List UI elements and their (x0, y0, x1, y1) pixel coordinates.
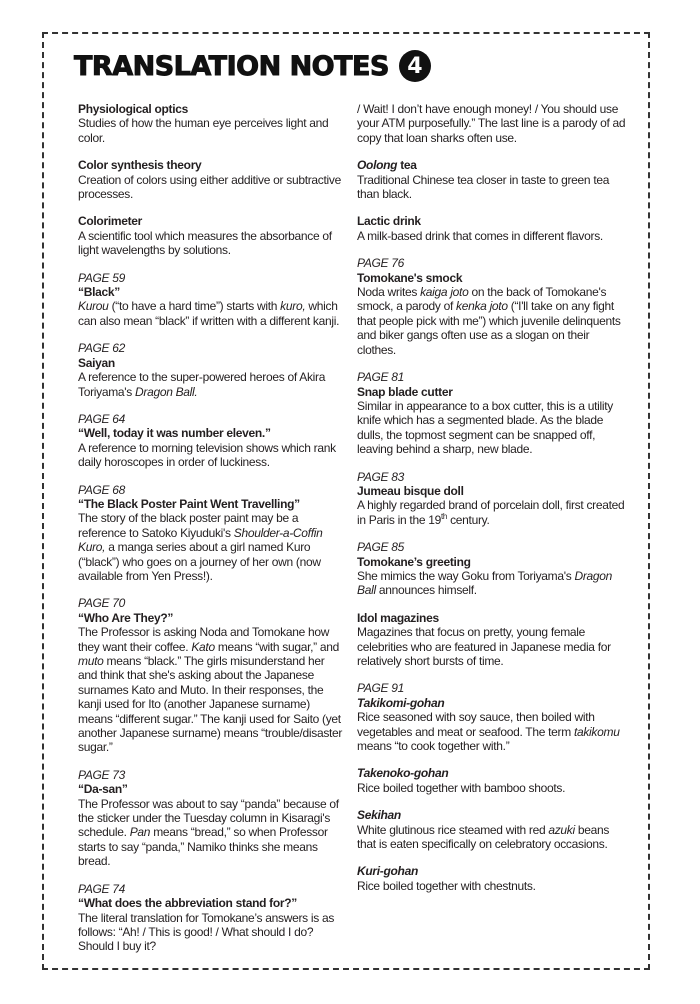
text-run: Snap blade cutter (357, 384, 453, 399)
italic-term: Kato (191, 639, 215, 654)
text-run: The story of the black poster paint may be a reference to Satoko Kiyuduki's (78, 511, 299, 540)
translation-note (78, 214, 346, 257)
text-run: A highly regarded brand of porcelain doll, first created in Paris in the 19 (357, 498, 625, 527)
translation-note (357, 102, 630, 145)
note-description (78, 299, 346, 328)
page-title (74, 50, 431, 82)
superscript-text: th (441, 511, 448, 521)
page-label: PAGE 68 (78, 482, 126, 497)
note-description (357, 879, 630, 893)
translation-note (357, 540, 630, 598)
note-description (357, 229, 630, 243)
text-run: Traditional Chinese tea closer in taste to green tea than black. (357, 172, 610, 202)
translation-note (78, 596, 346, 754)
text-run: Tomokane's smock (357, 270, 463, 285)
note-description (78, 797, 346, 869)
translation-note (78, 768, 346, 869)
notes-column-right (357, 102, 630, 906)
note-heading (78, 782, 346, 796)
note-description (78, 173, 346, 202)
italic-term: kenka joto (456, 299, 508, 314)
italic-term: Pan (129, 825, 151, 840)
italic-term: Kuri-gohan (357, 864, 418, 879)
note-heading (357, 555, 630, 569)
text-run: “What does the abbreviation stand for?” (78, 896, 297, 911)
note-heading (78, 102, 346, 116)
text-run: “The Black Poster Paint Went Travelling” (78, 496, 300, 511)
text-run: “Da-san” (78, 782, 128, 797)
text-run: Color synthesis theory (78, 158, 202, 173)
text-run: a manga series about a girl named Kuro (“black”) who goes on a journey of her own (now available from Yen Press!). (78, 540, 321, 583)
text-run: She mimics the way Goku from Toriyama's (357, 568, 575, 583)
note-heading (357, 271, 630, 285)
translation-note (357, 470, 630, 528)
italic-term: Sekihan (357, 808, 401, 823)
italic-term: takikomu (573, 724, 620, 739)
note-heading (357, 484, 630, 498)
page-label: PAGE 76 (357, 256, 405, 271)
text-run: Studies of how the human eye perceives light and color. (78, 116, 329, 145)
text-run: Rice boiled together with bamboo shoots. (357, 780, 566, 795)
text-run: / Wait! I don’t have enough money! / You should use your ATM purposefully.” The last line is a parody of ad copy that loan sharks often use. (357, 102, 626, 145)
note-description (357, 781, 630, 795)
italic-term: Takikomi-gohan (357, 695, 445, 710)
text-run: “Black” (78, 285, 120, 300)
italic-term: azuki (548, 822, 575, 837)
page-label: PAGE 83 (357, 469, 405, 484)
page-label: PAGE 59 (78, 270, 126, 285)
note-heading (78, 611, 346, 625)
text-run: Similar in appearance to a box cutter, this is a utility knife which has a segmented blade. As the blade dulls, the topmost segment can be snapped off, leaving behind a sharp, new blade. (357, 398, 614, 457)
page-label: PAGE 64 (78, 411, 126, 426)
text-run: Noda writes (357, 285, 421, 300)
translation-note (78, 102, 346, 145)
translation-note (78, 882, 346, 954)
translation-note (357, 681, 630, 753)
italic-term: Kurou (78, 299, 109, 314)
note-description (78, 370, 346, 399)
text-run: means “black.” The girls misunderstand her and think that she's asking about the Japanese surnames Kato and Muto. In their responses, the kanji used for Ito (another Japanese surname) means “different sugar.” The kanji used for Saito (yet another Japanese surname) means “trouble/disaster sugar.” (78, 654, 343, 755)
note-description (357, 569, 630, 598)
text-run: A scientific tool which measures the absorbance of light wavelengths by solutions. (78, 228, 332, 258)
note-description (357, 625, 630, 668)
translation-note (78, 341, 346, 399)
translation-note (357, 370, 630, 456)
page-label: PAGE 91 (357, 681, 405, 696)
text-run: A milk-based drink that comes in different flavors. (357, 228, 603, 243)
text-run: means “bread,” so when Professor starts to say “panda,” Namiko thinks she means bread. (78, 825, 328, 869)
page-label: PAGE 81 (357, 370, 405, 385)
italic-term: Dragon Ball. (135, 384, 198, 399)
note-description (78, 511, 346, 583)
translation-note (78, 158, 346, 201)
text-run: Lactic drink (357, 214, 421, 229)
translation-note (357, 158, 630, 201)
note-heading (78, 158, 346, 172)
title-text: TRANSLATION NOTES (74, 50, 389, 82)
page-label: PAGE 85 (357, 540, 405, 555)
text-run: Tomokane’s greeting (357, 554, 471, 569)
text-run: White glutinous rice steamed with red (357, 822, 549, 837)
translation-note (78, 483, 346, 584)
note-heading (357, 611, 630, 625)
note-description (357, 823, 630, 852)
note-heading (78, 497, 346, 511)
text-run: “Who Are They?” (78, 610, 174, 625)
note-description (78, 625, 346, 755)
text-run: announces himself. (375, 583, 477, 598)
text-run: which can also mean “black” if written with a different kanji. (78, 299, 340, 328)
text-run: Jumeau bisque doll (357, 483, 464, 498)
translation-note (357, 808, 630, 851)
note-heading (357, 214, 630, 228)
translation-note (357, 611, 630, 669)
note-heading (357, 808, 630, 822)
text-run: Creation of colors using either additive or subtractive processes. (78, 172, 341, 202)
note-description (78, 229, 346, 258)
text-run: Colorimeter (78, 214, 143, 229)
note-heading (357, 766, 630, 780)
note-heading (357, 864, 630, 878)
text-run: The Professor was about to say “panda” because of the sticker under the Tuesday column in Kisaragi's schedule. (78, 796, 339, 840)
notes-column-left (78, 102, 346, 967)
note-description (78, 116, 346, 145)
text-run: Physiological optics (78, 102, 189, 116)
note-heading (78, 285, 346, 299)
note-description (357, 710, 630, 753)
note-description (357, 173, 630, 202)
text-run: Rice boiled together with chestnuts. (357, 878, 536, 893)
translation-note (357, 864, 630, 893)
note-description (357, 498, 630, 527)
note-description (78, 441, 346, 470)
note-heading (78, 426, 346, 440)
note-heading (78, 356, 346, 370)
italic-term: Oolong (357, 158, 398, 173)
page-label: PAGE 74 (78, 881, 126, 896)
page-label: PAGE 70 (78, 596, 126, 611)
text-run: means “with sugar,” and (214, 639, 340, 654)
text-run: (“I'll take on any fight that people pick with me”) which juvenile delinquents and biker gangs often use as a slogan on their clothes. (357, 299, 621, 357)
translation-note (357, 214, 630, 243)
page-label: PAGE 73 (78, 767, 126, 782)
volume-number-badge: 4 (399, 50, 431, 82)
note-heading (78, 896, 346, 910)
text-run: tea (397, 158, 417, 173)
text-run: Magazines that focus on pretty, young female celebrities who are featured in Japanese media for relatively short bursts of time. (357, 625, 611, 668)
text-run: The literal translation for Tomokane’s answers is as follows: “Ah! / This is good! / What should I do? Should I buy it? (78, 910, 335, 954)
text-run: The Professor is asking Noda and Tomokane how they want their coffee. (78, 625, 330, 654)
italic-term: Dragon Ball (357, 568, 613, 598)
note-description (357, 399, 630, 457)
note-heading (357, 158, 630, 172)
translation-note (357, 256, 630, 357)
text-run: A reference to the super-powered heroes of Akira Toriyama's (78, 370, 326, 399)
note-heading (78, 214, 346, 228)
note-description (357, 102, 630, 145)
text-run: Rice seasoned with soy sauce, then boiled with vegetables and meat or seafood. The term (357, 710, 595, 739)
italic-term: Takenoko-gohan (357, 766, 449, 781)
translation-note (357, 766, 630, 795)
italic-term: muto (78, 654, 104, 668)
text-run: means “to cook together with.” (357, 739, 510, 754)
italic-term: kuro, (280, 299, 306, 314)
italic-term: kaiga joto (420, 285, 469, 300)
translation-note (78, 412, 346, 470)
note-heading (357, 696, 630, 710)
note-description (78, 911, 346, 954)
text-run: century. (447, 512, 490, 527)
italic-term: Shoulder-a-Coffin Kuro, (78, 525, 323, 555)
translation-note (78, 271, 346, 329)
text-run: A reference to morning television shows which rank daily horoscopes in order of luckiness. (78, 440, 336, 470)
note-description (357, 285, 630, 357)
text-run: beans that is eaten specifically on celebratory occasions. (357, 822, 610, 852)
text-run: Idol magazines (357, 610, 439, 625)
text-run: “Well, today it was number eleven.” (78, 426, 271, 441)
text-run: Saiyan (78, 355, 115, 370)
page-label: PAGE 62 (78, 341, 126, 356)
text-run: (“to have a hard time”) starts with (108, 299, 281, 314)
note-heading (357, 385, 630, 399)
text-run: on the back of Tomokane's smock, a parody of (357, 285, 607, 314)
